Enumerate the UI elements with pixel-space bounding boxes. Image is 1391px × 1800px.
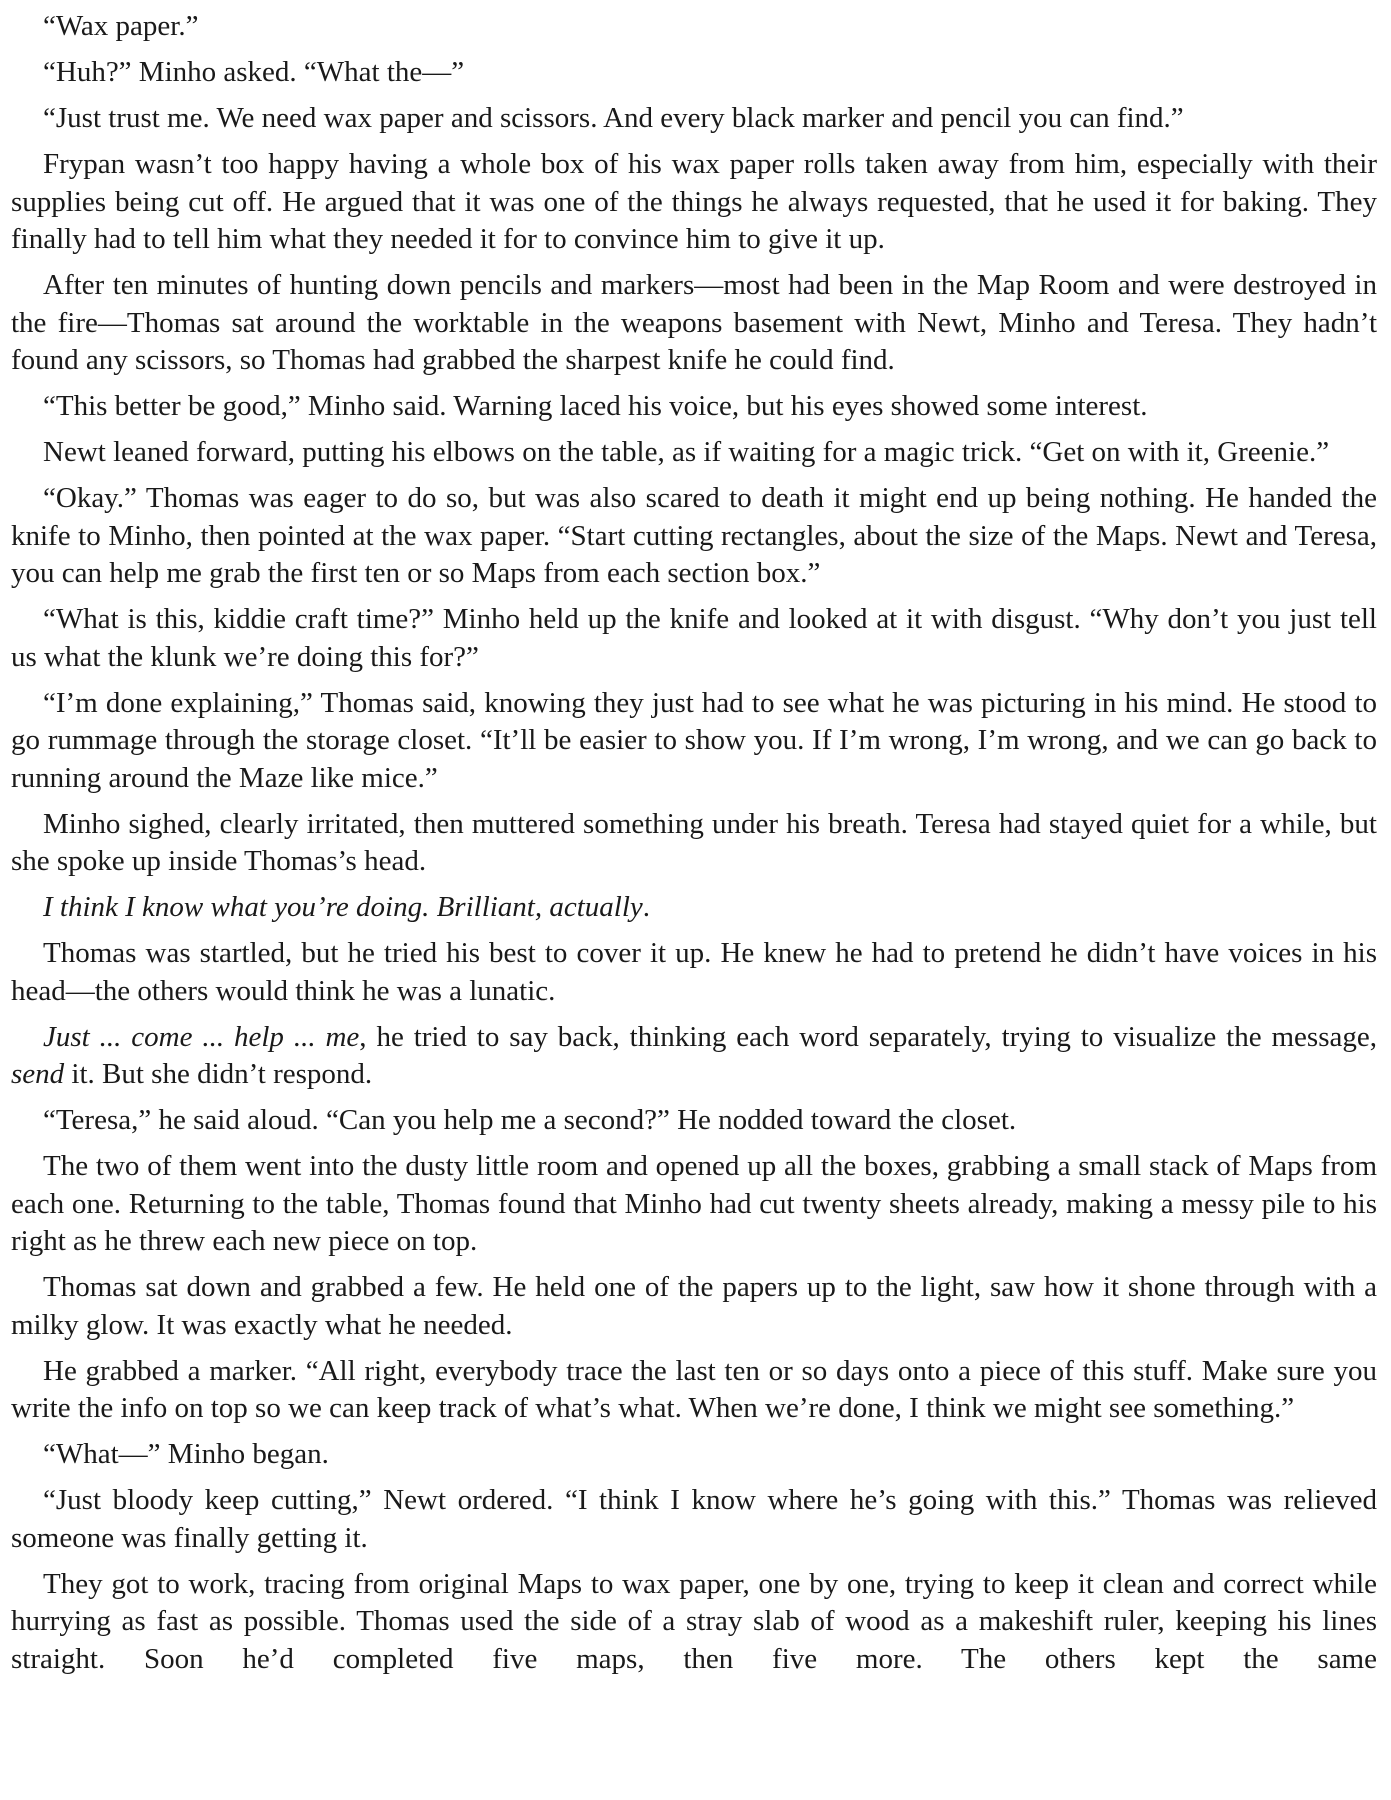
paragraph bbox=[11, 146, 1377, 259]
paragraph bbox=[11, 1482, 1377, 1557]
paragraph-text: They got to work, tracing from original Maps to wax paper, one by one, trying to keep it clean and correct while hurrying as fast as possible. Thomas used the side of a stray slab of wood as a makeshift ruler, keeping his lines straight. Soon he’d completed five maps, then five more. The others kept the same bbox=[11, 1567, 1377, 1675]
paragraph-text: Frypan wasn’t too happy having a whole box of his wax paper rolls taken away from him, especially with their supplies being cut off. He argued that it was one of the things he always requested, that he used it for baking. They finally had to tell him what they needed it for to convince him to give it up. bbox=[11, 148, 1377, 255]
paragraph bbox=[11, 889, 1377, 927]
paragraph-text: “Okay.” Thomas was eager to do so, but was also scared to death it might end up being nothing. He handed the knife to Minho, then pointed at the wax paper. “Start cutting rectangles, about the size of the Maps. Newt and Teresa, you can help me grab the first ten or so Maps from each section box.” bbox=[11, 482, 1377, 589]
paragraph-text: “What—” Minho began. bbox=[43, 1438, 329, 1470]
paragraph-text: “Just bloody keep cutting,” Newt ordered. “I think I know where he’s going with this.” Thomas was relieved someone was finally getting it. bbox=[11, 1484, 1377, 1554]
paragraph bbox=[11, 1436, 1377, 1474]
paragraph bbox=[11, 1269, 1377, 1344]
paragraph bbox=[11, 806, 1377, 881]
italic-word: send bbox=[11, 1058, 65, 1090]
paragraph bbox=[11, 1019, 1377, 1094]
paragraph bbox=[11, 1566, 1377, 1679]
paragraph bbox=[11, 1148, 1377, 1261]
paragraph bbox=[11, 54, 1377, 92]
paragraph-text: Minho sighed, clearly irritated, then muttered something under his breath. Teresa had stayed quiet for a while, but she spoke up inside Thomas’s head. bbox=[11, 807, 1377, 877]
paragraph-text: He grabbed a marker. “All right, everybody trace the last ten or so days onto a piece of this stuff. Make sure you write the info on top so we can keep track of what’s what. When we’re done, I think we might see something.” bbox=[11, 1354, 1377, 1424]
book-page bbox=[11, 8, 1377, 1687]
paragraph-text: After ten minutes of hunting down pencils and markers—most had been in the Map Room and were destroyed in the fire—Thomas sat around the worktable in the weapons basement with Newt, Minho and Teresa. They hadn’t found any scissors, so Thomas had grabbed the sharpest knife he could find. bbox=[11, 269, 1377, 376]
paragraph-text: it. But she didn’t respond. bbox=[64, 1058, 373, 1090]
paragraph bbox=[11, 480, 1377, 593]
paragraph-text: Thomas sat down and grabbed a few. He held one of the papers up to the light, saw how it shone through with a milky glow. It was exactly what he needed. bbox=[11, 1271, 1377, 1341]
paragraph-text: “This better be good,” Minho said. Warning laced his voice, but his eyes showed some interest. bbox=[43, 390, 1148, 422]
paragraph-text: “I’m done explaining,” Thomas said, knowing they just had to see what he was picturing in his mind. He stood to go rummage through the storage closet. “It’ll be easier to show you. If I’m wrong, I’m wrong, and we can go back to running around the Maze like mice.” bbox=[11, 686, 1377, 794]
italic-thought: I think I know what you’re doing. Brilliant, actually bbox=[43, 891, 643, 923]
paragraph-text: , he tried to say back, thinking each word separately, trying to visualize the message, bbox=[359, 1020, 1377, 1053]
paragraph bbox=[11, 935, 1377, 1010]
paragraph-text: The two of them went into the dusty little room and opened up all the boxes, grabbing a small stack of Maps from each one. Returning to the table, Thomas found that Minho had cut twenty sheets already, making a messy pile to his right as he threw each new piece on top. bbox=[11, 1150, 1377, 1257]
paragraph bbox=[11, 8, 1377, 46]
paragraph bbox=[11, 100, 1377, 138]
paragraph bbox=[11, 434, 1377, 472]
italic-thought: Just ... come ... help ... me bbox=[43, 1020, 360, 1053]
paragraph bbox=[11, 388, 1377, 426]
paragraph-text: “What is this, kiddie craft time?” Minho held up the knife and looked at it with disgust. “Why don’t you just tell us what the klunk we’re doing this for?” bbox=[11, 603, 1377, 673]
paragraph bbox=[11, 601, 1377, 676]
paragraph-text: “Just trust me. We need wax paper and scissors. And every black marker and pencil you can find.” bbox=[43, 102, 1184, 134]
paragraph-text: “Teresa,” he said aloud. “Can you help me a second?” He nodded toward the closet. bbox=[43, 1104, 1017, 1136]
paragraph-text: Newt leaned forward, putting his elbows on the table, as if waiting for a magic trick. “Get on with it, Greenie.” bbox=[43, 436, 1330, 468]
paragraph bbox=[11, 1102, 1377, 1140]
paragraph-text: Thomas was startled, but he tried his best to cover it up. He knew he had to pretend he didn’t have voices in his head—the others would think he was a lunatic. bbox=[11, 937, 1377, 1007]
paragraph bbox=[11, 685, 1377, 798]
paragraph bbox=[11, 267, 1377, 380]
paragraph-text: . bbox=[642, 891, 651, 923]
paragraph bbox=[11, 1353, 1377, 1428]
paragraph-text: “Wax paper.” bbox=[43, 10, 199, 42]
paragraph-text: “Huh?” Minho asked. “What the—” bbox=[43, 56, 465, 88]
